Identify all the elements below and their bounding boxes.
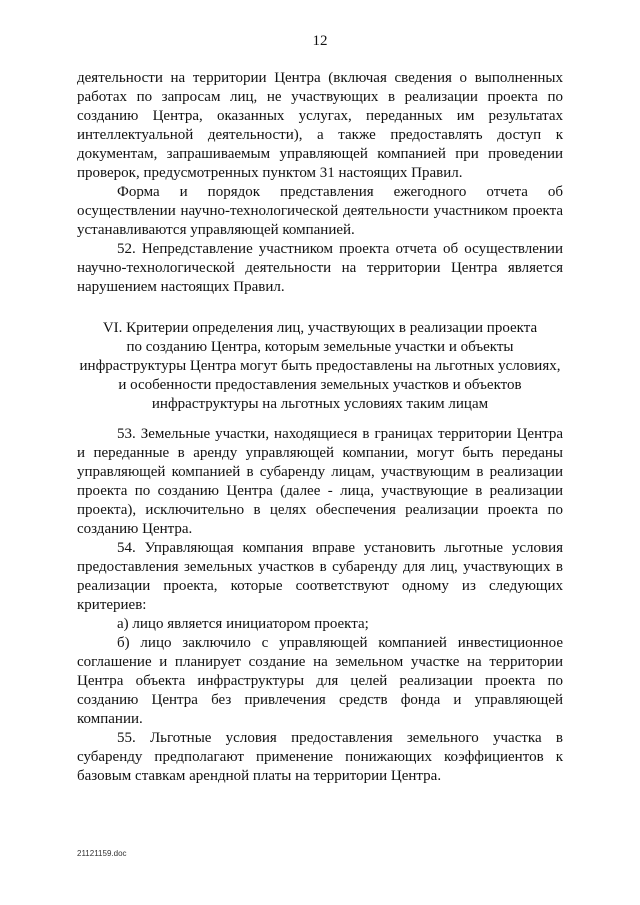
section-heading-line: VI. Критерии определения лиц, участвующих в реализации проекта <box>102 320 538 336</box>
section-heading-line: и особенности предоставления земельных участков и объектов <box>118 377 522 393</box>
paragraph-continuation: деятельности на территории Центра (включая сведения о выполненных работах по запросам лиц, не участвующих в реализации проекта по созданию Центра, оказанных услугах, переданных им результатах интеллектуальной деятельности), а также предоставлять доступ к документам, запрашиваемым управляющей компанией при проведении проверок, предусмотренных пунктом 31 настоящих Правил. <box>77 70 563 181</box>
list-item-a: а) лицо является инициатором проекта; <box>117 616 369 632</box>
body-text-top <box>77 69 563 297</box>
section-heading <box>77 319 563 414</box>
section-heading-line: инфраструктуры на льготных условиях таким лицам <box>151 396 489 412</box>
page-number: 12 <box>312 33 328 49</box>
paragraph-53: 53. Земельные участки, находящиеся в границах территории Центра и переданные в аренду управляющей компании, могут быть переданы управляющей компанией в субаренду лицам, участвующим в реализации проекта по созданию Центра (далее - лица, участвующие в реализации проекта), исключительно в целях обеспечения реализации проекта по созданию Центра. <box>77 426 563 537</box>
paragraph-report-form: Форма и порядок представления ежегодного отчета об осуществлении научно-технологической деятельности участником проекта устанавливаются управляющей компанией. <box>77 184 563 238</box>
list-item-b: б) лицо заключило с управляющей компанией инвестиционное соглашение и планирует создание на земельном участке на территории Центра объекта инфраструктуры для целей реализации проекта по созданию Центра без привлечения средств фонда и управляющей компании. <box>77 635 563 727</box>
paragraph-52: 52. Непредставление участником проекта отчета об осуществлении научно-технологической деятельности на территории Центра является нарушением настоящих Правил. <box>77 241 563 295</box>
paragraph-54: 54. Управляющая компания вправе установить льготные условия предоставления земельных участков в субаренду для лиц, участвующих в реализации проекта, которые соответствуют одному из следующих критериев: <box>77 540 563 613</box>
section-heading-line: по созданию Центра, которым земельные участки и объекты <box>126 339 514 355</box>
section-heading-line: инфраструктуры Центра могут быть предоставлены на льготных условиях, <box>79 358 561 374</box>
paragraph-55: 55. Льготные условия предоставления земельного участка в субаренду предполагают применение понижающих коэффициентов к базовым ставкам арендной платы на территории Центра. <box>77 730 563 784</box>
document-file-code: 21121159.doc <box>77 849 127 858</box>
body-text-main <box>77 425 563 786</box>
